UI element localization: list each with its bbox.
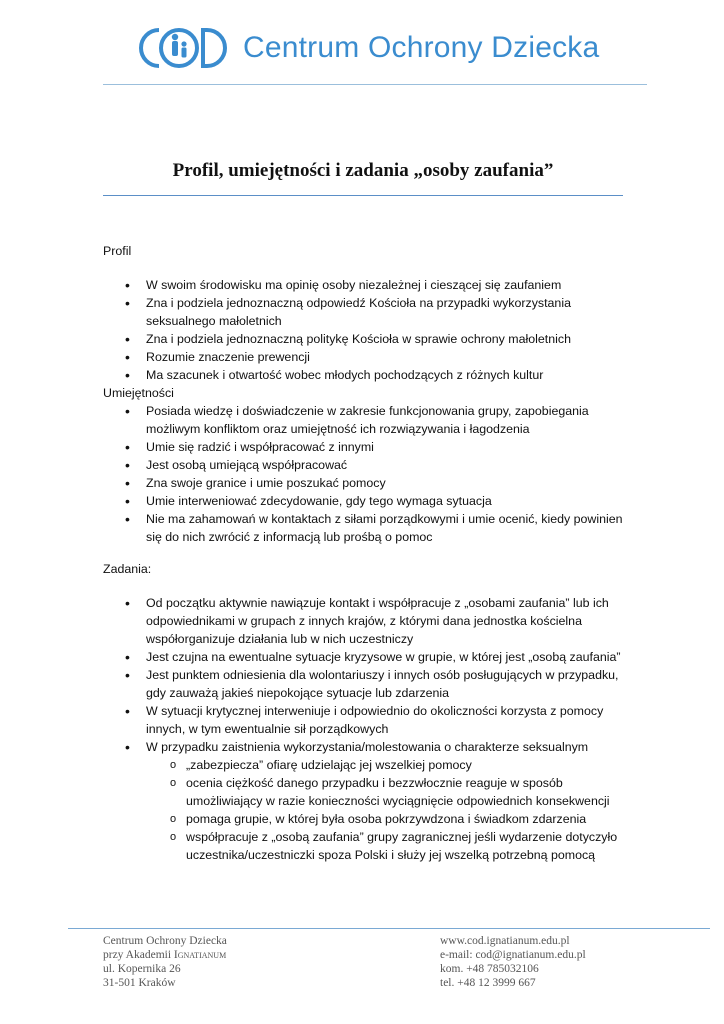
list-item: • Rozumie znaczenie prewencji (146, 348, 633, 366)
section-label-tasks: Zadania: (103, 562, 152, 576)
sublist-item: o współpracuje z „osobą zaufania” grupy zagranicznej jeśli wydarzenie dotyczyło uczestnika/uczestniczki spoza Polski i służy jej wszelką potrzebną pomocą (186, 828, 633, 864)
footer-org-name: Centrum Ochrony Dziecka (103, 935, 227, 947)
list-item: • Od początku aktywnie nawiązuje kontakt i współpracuje z „osobami zaufania” lub ich odpowiednikami w grupach z innych krajów, z którymi dana jednostka kościelna współorganizuje działania lub w nich uczestniczy (146, 594, 633, 648)
profile-list (103, 276, 633, 384)
tasks-sublist (146, 756, 633, 864)
list-item: • Ma szacunek i otwartość wobec młodych pochodzących z różnych kultur (146, 366, 633, 384)
list-item: • Jest osobą umiejącą współpracować (146, 456, 633, 474)
footer-contact (440, 934, 586, 990)
section-label-profile: Profil (103, 244, 132, 258)
page-title: Profil, umiejętności i zadania „osoby zaufania” (172, 160, 554, 181)
sublist-item: o „zabezpiecza” ofiarę udzielając jej wszelkiej pomocy (186, 756, 633, 774)
list-item: • Posiada wiedzę i doświadczenie w zakresie funkcjonowania grupy, zapobiegania możliwym konfliktom oraz umiejętność ich rozwiązywania i łagodzenia (146, 402, 633, 438)
footer-academy-prefix: przy Akademii (103, 949, 174, 961)
list-item: • Zna i podziela jednoznaczną odpowiedź Kościoła na przypadki wykorzystania seksualnego małoletnich (146, 294, 633, 330)
org-name: Centrum Ochrony Dziecka (243, 31, 600, 64)
cod-logo (135, 22, 231, 74)
list-item: • W swoim środowisku ma opinię osoby niezależnej i cieszącej się zaufaniem (146, 276, 633, 294)
sublist-item: o ocenia ciężkość danego przypadku i bezzwłocznie reaguje w sposób umożliwiający w razie konieczności wyciągnięcie odpowiednich konsekwencji (186, 774, 633, 810)
footer-street: ul. Kopernika 26 (103, 963, 181, 975)
list-item-text: W przypadku zaistnienia wykorzystania/molestowania o charakterze seksualnym (146, 740, 589, 754)
list-item: • Jest czujna na ewentualne sytuacje kryzysowe w grupie, w której jest „osobą zaufania” (146, 648, 633, 666)
header (135, 22, 599, 74)
list-item (146, 738, 633, 864)
footer-phone: tel. +48 12 3999 667 (440, 977, 536, 989)
footer-mobile: kom. +48 785032106 (440, 963, 539, 975)
tasks-list (103, 594, 633, 864)
list-item: • Zna i podziela jednoznaczną politykę Kościoła w sprawie ochrony małoletnich (146, 330, 633, 348)
footer-academy-name: Ignatianum (173, 949, 227, 961)
footer-website-link[interactable]: www.cod.ignatianum.edu.pl (440, 935, 570, 947)
footer-academy (103, 948, 227, 962)
spacer (103, 546, 633, 560)
footer-divider (68, 928, 710, 929)
skills-list (103, 402, 633, 546)
footer-city: 31-501 Kraków (103, 977, 176, 989)
header-divider (103, 84, 647, 85)
footer-email-link[interactable]: e-mail: cod@ignatianum.edu.pl (440, 949, 586, 961)
footer-address (103, 934, 227, 990)
list-item: • Umie interweniować zdecydowanie, gdy tego wymaga sytuacja (146, 492, 633, 510)
cod-logo-icon (135, 22, 231, 74)
document-body (103, 242, 633, 864)
list-item: • Jest punktem odniesienia dla wolontariuszy i innych osób posługujących w przypadku, gdy zauważą jakieś niepokojące sytuacje lub zdarzenia (146, 666, 633, 702)
list-item: • W sytuacji krytycznej interweniuje i odpowiednio do okoliczności korzysta z pomocy innych, w tym ewentualnie sił porządkowych (146, 702, 633, 738)
sublist-item: o pomaga grupie, w której była osoba pokrzywdzona i świadkom zdarzenia (186, 810, 633, 828)
list-item: • Umie się radzić i współpracować z innymi (146, 438, 633, 456)
title-divider (103, 195, 623, 196)
section-label-skills: Umiejętności (103, 386, 174, 400)
list-item: • Zna swoje granice i umie poszukać pomocy (146, 474, 633, 492)
list-item: • Nie ma zahamowań w kontaktach z siłami porządkowymi i umie ocenić, kiedy powinien się do nich zwrócić z informacją lub prośbą o pomoc (146, 510, 633, 546)
